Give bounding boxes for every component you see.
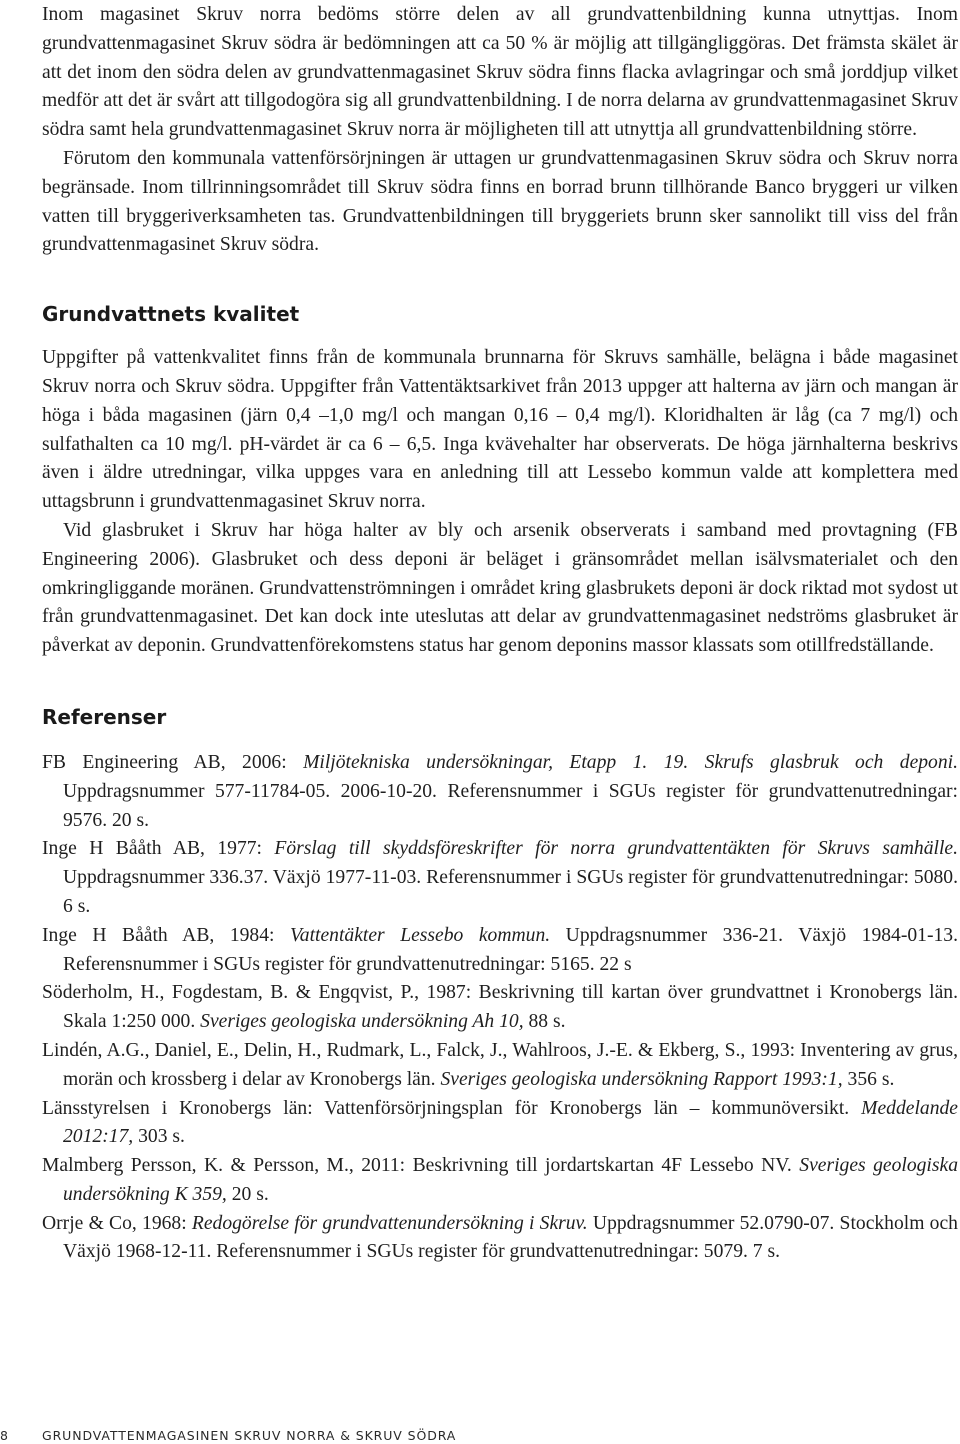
reference-title: Miljötekniska undersökningar, Etapp 1. 19. Skrufs glasbruk och deponi. [303,751,958,773]
reference-text: Uppdragsnummer 577-11784-05. 2006-10-20. Referensnummer i SGUs register för grundvattenutredningar: 9576. 20 s. [63,780,958,831]
reference-item [42,979,958,1037]
reference-text: 20 s. [226,1183,269,1205]
page-number: 8 [0,1428,9,1443]
reference-text: Söderholm, H., Fogdestam, B. & Engqvist, P., 1987: Beskrivning till kartan över grundvattnet i Kronobergs län. Skala 1:250 000. [42,982,958,1033]
reference-text: FB Engineering AB, 2006: [42,751,304,773]
reference-item [42,922,958,980]
reference-text: Uppdragsnummer 52.0790-07. Stockholm och Växjö 1968-12-11. Referensnummer i SGUs register för grundvattenutredningar: 5079. 7 s. [63,1212,958,1263]
reference-text: Malmberg Persson, K. & Persson, M., 2011: Beskrivning till jordartskartan 4F Lessebo NV. [42,1155,800,1177]
reference-title: Meddelande 2012:17, [63,1097,958,1148]
reference-text: Lindén, A.G., Daniel, E., Delin, H., Rudmark, L., Falck, J., Wahlroos, J.-E. & Ekberg, S., 1993: Inventering av grus, morän och krossberg i delar av Kronobergs län. [42,1039,958,1090]
reference-title: Sveriges geologiska undersökning Ah 10, [200,1011,524,1033]
intro-paragraph-1: Inom magasinet Skruv norra bedöms större delen av all grundvattenbildning kunna utnyttjas. Inom grundvattenmagasinet Skruv södra är bedömningen att ca 50 % är möjlig att tillgängliggöras. Det främsta skälet är att det inom den södra delen av grundvattenmagasinet Skruv södra finns flacka avlagringar och små jorddjup vilket medför att det är svårt att tillgodogöra sig all grundvattenbildning. I de norra delarna av grundvattenmagasinet Skruv södra samt hela grundvattenmagasinet Skruv norra är möjligheten till att utnyttja all grundvattenbildning större. [42,4,958,141]
reference-text: Inge H Bååth AB, 1984: [42,924,290,946]
quality-paragraph-2: Vid glasbruket i Skruv har höga halter av bly och arsenik observerats i samband med provtagning (FB Engineering 2006). Glasbruket och dess deponi är beläget i gränsområdet mellan isälvsmaterialet och den omkringliggande moränen. Grundvattenströmningen i området kring glasbrukets deponi är dock riktad mot sydost ut från grundvattenmagasinet. Det kan dock inte uteslutas att delar av grundvattenmagasinet nedströms glasbruket är påverkat av deponin. Grundvattenförekomstens status har genom deponins massor klassats som otillfredställande. [42,519,958,657]
reference-title: Vattentäkter Lessebo kommun. [289,924,551,946]
reference-text: 303 s. [133,1126,185,1148]
reference-text: 88 s. [523,1011,566,1033]
reference-item [42,1095,958,1153]
intro-section [42,1,958,260]
reference-text: 356 s. [842,1068,895,1090]
reference-item [42,1152,958,1210]
quality-paragraph-1: Uppgifter på vattenkvalitet finns från de kommunala brunnarna för Skruvs samhälle, belägna i både magasinet Skruv norra och Skruv södra. Uppgifter från Vattentäktsarkivet från 2013 uppger att halterna av järn och mangan är höga i båda magasinen (järn 0,4 –1,0 mg/l och mangan 0,16 – 0,4 mg/l). Kloridhalten är låg (ca 7 mg/l) och sulfathalten ca 10 mg/l. pH-värdet är ca 6 – 6,5. Inga kvävehalter har observerats. De höga järnhalterna beskrivs även i äldre utredningar, vilka uppges vara en anledning till att Lessebo kommun valde att komplettera med uttagsbrunn i grundvattenmagasinet Skruv norra. [42,347,958,513]
quality-heading: Grundvattnets kvalitet [42,302,300,327]
reference-list [42,749,958,1267]
reference-text: Orrje & Co, 1968: [42,1212,192,1234]
reference-item [42,1210,958,1268]
running-title: GRUNDVATTENMAGASINEN SKRUV NORRA & SKRUV SÖDRA [42,1428,457,1443]
reference-text: Uppdragsnummer 336-21. Växjö 1984-01-13. Referensnummer i SGUs register för grundvattenutredningar: 5165. 22 s [63,924,958,975]
reference-text: Inge H Bååth AB, 1977: [42,838,275,860]
reference-item [42,1037,958,1095]
references-heading: Referenser [42,704,167,729]
reference-text: Uppdragsnummer 336.37. Växjö 1977-11-03. Referensnummer i SGUs register för grundvattenutredningar: 5080. 6 s. [63,867,958,917]
reference-title: Sveriges geologiska undersökning K 359, [63,1155,958,1205]
reference-title: Förslag till skyddsföreskrifter för norra grundvattentäkten för Skruvs samhälle. [274,838,958,860]
reference-item [42,749,958,835]
page-content [42,0,958,1267]
quality-section [42,344,958,661]
reference-title: Redogörelse för grundvattenundersökning i Skruv. [191,1212,588,1234]
reference-title: Sveriges geologiska undersökning Rapport 1993:1, [440,1068,843,1090]
intro-paragraph-2: Förutom den kommunala vattenförsörjningen är uttagen ur grundvattenmagasinen Skruv södra och Skruv norra begränsade. Inom tillrinningsområdet till Skruv södra finns en borrad brunn tillhörande Banco bryggeri ur vilken vatten till bryggeriverksamheten tas. Grundvattenbildningen till bryggeriets brunn sker sannolikt till viss del från grundvattenmagasinet Skruv södra. [42,147,958,256]
reference-text: Länsstyrelsen i Kronobergs län: Vattenförsörjningsplan för Kronobergs län – kommunöversikt. [42,1097,862,1119]
reference-item [42,835,958,921]
